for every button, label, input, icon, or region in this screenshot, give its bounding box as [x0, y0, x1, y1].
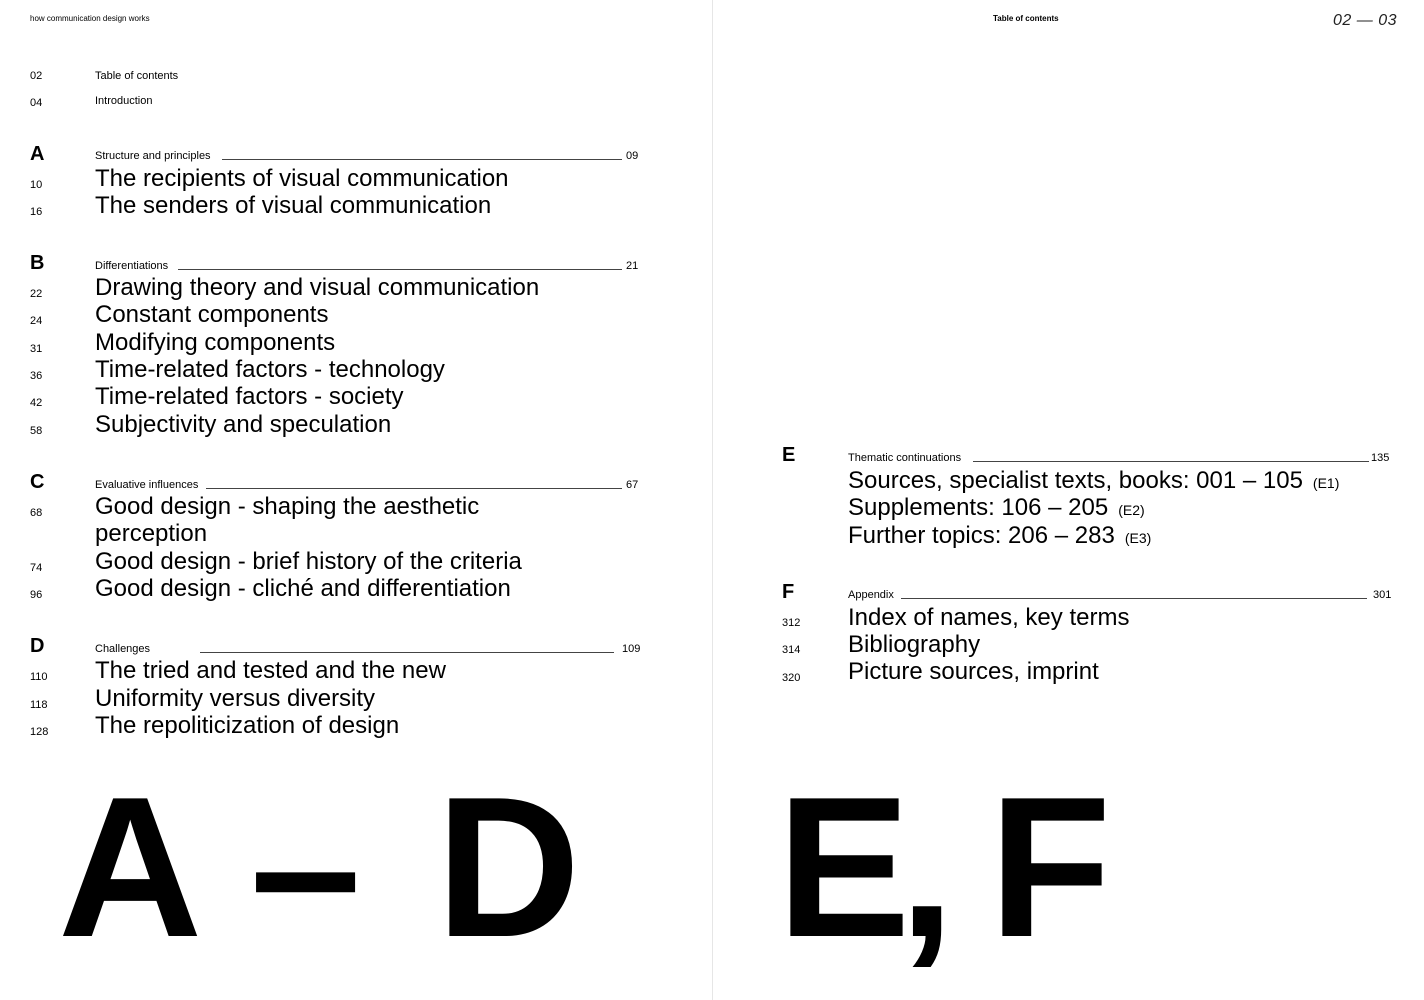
section-rule [901, 598, 1367, 599]
toc-entry-title: Drawing theory and visual communication [95, 274, 540, 301]
toc-entry-title: Time-related factors - society [95, 383, 404, 410]
toc-page-number: 36 [30, 370, 43, 382]
toc-page-number: 128 [30, 726, 49, 738]
toc-entry-title: Constant components [95, 301, 329, 328]
section-page-number: 09 [626, 150, 639, 162]
toc-entry-title-continued: perception [95, 520, 208, 547]
toc-entry-title: Good design - brief history of the criteria [95, 548, 522, 575]
section-name: Appendix [848, 589, 894, 601]
section-page-number: 67 [626, 479, 639, 491]
section-letter: A [30, 143, 45, 165]
toc-page-number: 96 [30, 589, 43, 601]
toc-page-number: 31 [30, 343, 43, 355]
section-rule [973, 461, 1369, 462]
display-dash: – [250, 756, 362, 979]
toc-page-number: 110 [30, 671, 48, 683]
toc-entry-title: Introduction [95, 95, 153, 107]
section-letter: C [30, 471, 45, 493]
toc-page-number: 24 [30, 315, 43, 327]
running-header-left: how communication design works [30, 14, 150, 23]
section-name: Differentiations [95, 260, 169, 272]
toc-entry-title: Good design - cliché and differentiation [95, 575, 511, 602]
section-letter: D [30, 635, 45, 657]
section-rule [206, 488, 622, 489]
section-rule [222, 159, 622, 160]
toc-page-number: 16 [30, 206, 43, 218]
toc-entry-tag: (E3) [1124, 530, 1152, 546]
toc-entry-title [848, 522, 1151, 550]
toc-page-number: 314 [782, 644, 801, 656]
toc-page-number: 74 [30, 562, 43, 574]
section-letter: E [782, 444, 796, 466]
toc-entry-title: Uniformity versus diversity [95, 685, 376, 712]
toc-entry-tag: (E2) [1118, 502, 1145, 518]
section-letter: B [30, 252, 45, 274]
toc-entry-title: Table of contents [95, 70, 179, 82]
section-rule [200, 652, 614, 653]
toc-entry-title: Time-related factors - technology [95, 356, 445, 383]
right-page [712, 0, 1424, 1000]
toc-entry-title: Modifying components [95, 329, 336, 356]
toc-page-number: 58 [30, 425, 43, 437]
section-letter: F [782, 581, 795, 603]
display-comma: , [899, 756, 955, 979]
toc-entry-title: Bibliography [848, 631, 981, 658]
toc-entry-tag: (E1) [1312, 475, 1340, 491]
toc-entry-text: Further topics: 206 – 283 [848, 522, 1115, 549]
section-page-number: 21 [626, 260, 639, 272]
display-letter-a: A [58, 756, 203, 979]
toc-entry-text: Supplements: 106 – 205 [848, 494, 1109, 521]
toc-entry-title: The tried and tested and the new [95, 657, 446, 684]
toc-entry-title [848, 467, 1339, 495]
toc-entry-title: Index of names, key terms [848, 604, 1130, 631]
toc-entry-title: The recipients of visual communication [95, 165, 509, 192]
section-name: Evaluative influences [95, 479, 199, 491]
toc-entry-title: The senders of visual communication [95, 192, 492, 219]
toc-page-number: 04 [30, 97, 43, 109]
section-page-number: 109 [622, 643, 641, 655]
display-letter-e: E [777, 756, 911, 979]
display-letter-d: D [436, 756, 581, 979]
section-name: Structure and principles [95, 150, 211, 162]
toc-page-number: 02 [30, 70, 43, 82]
toc-entry-title: Good design - shaping the aesthetic [95, 493, 480, 520]
toc-page-number: 22 [30, 288, 43, 300]
toc-page-number: 118 [30, 699, 48, 711]
toc-page-number: 42 [30, 397, 43, 409]
section-page-number: 301 [1373, 589, 1392, 601]
section-name: Thematic continuations [848, 452, 962, 464]
toc-page-number: 312 [782, 617, 801, 629]
toc-entry-title [848, 494, 1145, 522]
page-folio: 02 — 03 [1333, 12, 1397, 29]
toc-page-number: 320 [782, 672, 801, 684]
toc-page-number: 68 [30, 507, 43, 519]
toc-entry-text: Sources, specialist texts, books: 001 – 105 [848, 467, 1303, 494]
toc-entry-title: The repoliticization of design [95, 712, 400, 739]
section-name: Challenges [95, 643, 151, 655]
section-rule [178, 269, 622, 270]
section-page-number: 135 [1371, 452, 1390, 464]
running-header-right: Table of contents [993, 14, 1059, 23]
toc-entry-title: Picture sources, imprint [848, 658, 1099, 685]
display-letter-f: F [989, 756, 1112, 979]
toc-entry-title: Subjectivity and speculation [95, 411, 392, 438]
toc-page-number: 10 [30, 179, 43, 191]
